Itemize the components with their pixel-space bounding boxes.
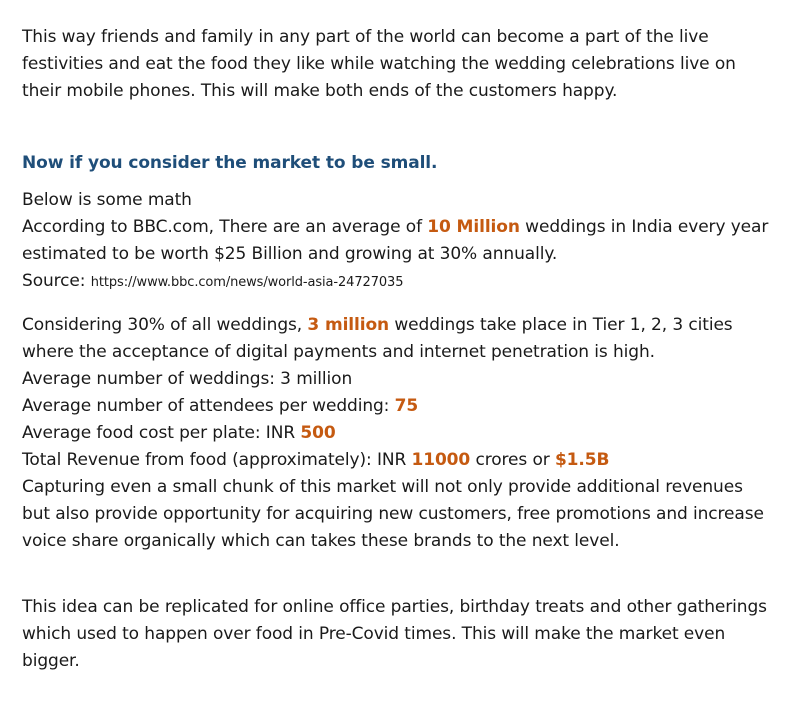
source-url: https://www.bbc.com/news/world-asia-24727035	[90, 275, 404, 290]
total-revenue-mid: crores or	[470, 450, 555, 470]
tier-cities-paragraph	[22, 312, 776, 366]
weddings-count-highlight: 10 Million	[427, 217, 520, 237]
bbc-stat-text-pre: According to BBC.com, There are an average of	[22, 217, 428, 237]
tier-text-post: weddings take place in Tier 1, 2, 3 cities where the acceptance of digital payments and internet penetration is high.	[22, 315, 733, 362]
total-revenue-label: Total Revenue from food (approximately): INR	[22, 450, 412, 470]
math-block	[22, 187, 776, 296]
capturing-market-paragraph: Capturing even a small chunk of this market will not only provide additional revenues but also provide opportunity for acquiring new customers, free promotions and increase voice share organically which can takes these brands to the next level.	[22, 477, 764, 551]
tier-text-pre: Considering 30% of all weddings,	[22, 315, 308, 335]
source-label: Source:	[22, 271, 91, 291]
section-heading: Now if you consider the market to be small.	[22, 153, 438, 173]
bbc-stat-paragraph	[22, 214, 776, 268]
avg-attendees-highlight: 75	[394, 396, 419, 416]
total-revenue-line	[22, 447, 776, 474]
avg-food-cost-line	[22, 420, 776, 447]
calculation-block	[22, 312, 776, 555]
avg-food-cost-highlight: 500	[300, 423, 336, 443]
avg-attendees-label: Average number of attendees per wedding:	[22, 396, 395, 416]
bbc-stat-text-post: weddings in India every year estimated to be worth $25 Billion and growing at 30% annually.	[22, 217, 769, 264]
revenue-crores-highlight: 11000	[411, 450, 471, 470]
avg-food-cost-label: Average food cost per plate: INR	[22, 423, 301, 443]
source-line	[22, 268, 776, 296]
tier-weddings-highlight: 3 million	[307, 315, 390, 335]
avg-weddings-line: Average number of weddings: 3 million	[22, 369, 353, 389]
math-intro-line: Below is some math	[22, 190, 192, 210]
outro-paragraph: This idea can be replicated for online office parties, birthday treats and other gatherings which used to happen over food in Pre-Covid times. This will make the market even bigger.	[22, 597, 767, 671]
intro-paragraph: This way friends and family in any part of the world can become a part of the live festivities and eat the food they like while watching the wedding celebrations live on their mobile phones. This will make both ends of the customers happy.	[22, 27, 736, 101]
avg-attendees-line	[22, 393, 776, 420]
revenue-usd-highlight: $1.5B	[554, 450, 610, 470]
